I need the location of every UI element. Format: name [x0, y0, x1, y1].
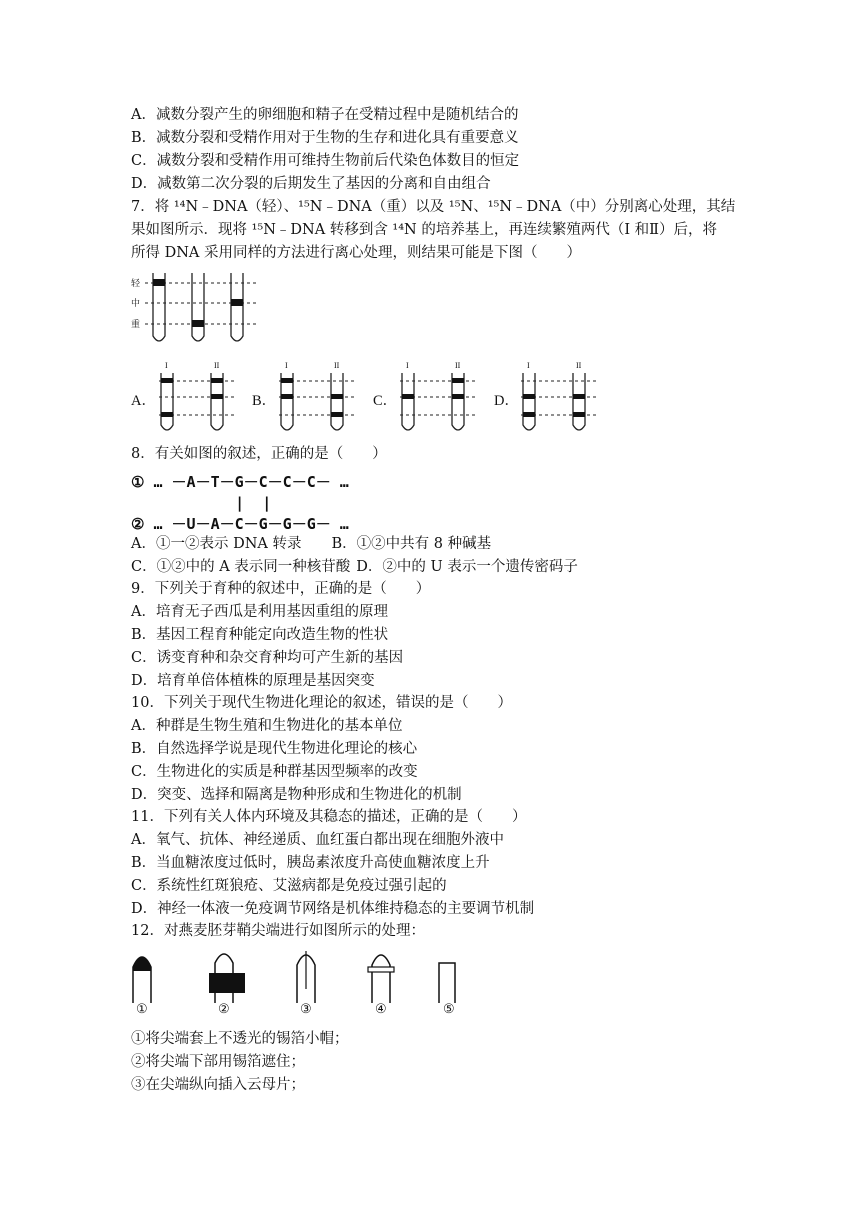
q9-option-d: D．培育单倍体植株的原理是基因突变 — [131, 673, 375, 689]
q8-option-c: C．①②中的 A 表示同一种核苷酸 — [131, 559, 351, 575]
q7-option-d-figure — [517, 361, 602, 439]
q7-option-b-label: B． — [252, 393, 277, 409]
q10-option-b: B．自然选择学说是现代生物进化理论的核心 — [131, 741, 418, 757]
q8-options-row-2 — [131, 556, 578, 578]
q10-option-a: A．种群是生物生殖和生物进化的基本单位 — [131, 718, 403, 734]
q8-strands-figure — [131, 472, 349, 535]
q12-item-1: ①将尖端套上不透光的锡箔小帽； — [131, 1031, 349, 1047]
q7-option-d-label: D． — [494, 393, 519, 409]
q12-item-2: ②将尖端下部用锡箔遮住； — [131, 1054, 305, 1070]
q8-strand-2-label: ② — [131, 515, 145, 533]
q8-strand-1: … －A－T－G－C－C－C－ … — [153, 473, 349, 491]
q9-option-a: A．培育无子西瓜是利用基因重组的原理 — [131, 604, 388, 620]
q7-option-c-tube-label-i: I — [406, 361, 409, 370]
q7-option-a-label: A． — [131, 393, 156, 409]
q9-option-b: B．基因工程育种能定向改造生物的性状 — [131, 627, 389, 643]
q8-stem: 8．有关如图的叙述，正确的是（ ） — [131, 446, 387, 462]
q7-option-b-tube-label-ii: II — [334, 361, 340, 370]
q12-coleoptile-4 — [368, 955, 394, 1003]
q12-item-3: ③在尖端纵向插入云母片； — [131, 1077, 305, 1093]
q7-option-d-tube-label-i: I — [527, 361, 530, 370]
q6-option-b: B．减数分裂和受精作用对于生物的生存和进化具有重要意义 — [131, 130, 519, 146]
q12-figure-label-4: ④ — [375, 1001, 387, 1016]
q7-option-c-tube-label-ii: II — [455, 361, 461, 370]
q7-ref-label-medium: 中 — [131, 298, 141, 308]
q7-option-a-tube-label-i: I — [165, 361, 168, 370]
q7-stem-line-2: 果如图所示．现将 ¹⁵N﹣DNA 转移到含 ¹⁴N 的培养基上，再连续繁殖两代（I 和Ⅱ）后，将 — [131, 222, 718, 238]
q8-options-row-1 — [131, 533, 491, 555]
q7-ref-band-light — [153, 279, 165, 286]
q12-stem: 12．对燕麦胚芽鞘尖端进行如图所示的处理： — [131, 923, 425, 939]
q8-option-b: B．①②中共有 8 种碱基 — [331, 536, 492, 552]
q6-option-a: A．减数分裂产生的卵细胞和精子在受精过程中是随机结合的 — [131, 107, 519, 123]
q7-stem-line-1: 7．将 ¹⁴N﹣DNA（轻）、¹⁵N﹣DNA（重）以及 ¹⁵N、¹⁵N﹣DNA（中）分别离心处理，其结 — [131, 199, 736, 215]
q11-stem: 11．下列有关人体内环境及其稳态的描述，正确的是（ ） — [131, 809, 527, 825]
q12-coleoptile-5 — [439, 963, 455, 1003]
q12-coleoptile-figure — [125, 945, 470, 1023]
q10-option-d: D．突变、选择和隔离是物种形成和生物进化的机制 — [131, 787, 462, 803]
q7-reference-tubes-figure — [131, 270, 261, 350]
q10-stem: 10．下列关于现代生物进化理论的叙述，错误的是（ ） — [131, 695, 512, 711]
q7-option-b-tube-label-i: I — [285, 361, 288, 370]
q10-option-c: C．生物进化的实质是种群基因型频率的改变 — [131, 764, 418, 780]
q12-coleoptile-2 — [209, 954, 245, 1003]
q7-option-c-label: C． — [373, 393, 398, 409]
q8-strand-2: … －U－A－C－G－G－G－ … — [153, 515, 349, 533]
q9-option-c: C．诱变育种和杂交育种均可产生新的基因 — [131, 650, 404, 666]
q7-option-a-tube-label-ii: II — [214, 361, 220, 370]
q11-option-c: C．系统性红斑狼疮、艾滋病都是免疫过强引起的 — [131, 878, 447, 894]
q7-stem-line-3: 所得 DNA 采用同样的方法进行离心处理，则结果可能是下图（ ） — [131, 245, 582, 261]
q7-ref-label-light: 轻 — [131, 278, 141, 288]
q11-option-d: D．神经一体液一免疫调节网络是机体维持稳态的主要调节机制 — [131, 901, 535, 917]
q7-ref-band-medium — [231, 299, 243, 306]
q8-base-pair-lines: | | — [199, 494, 272, 512]
q12-coleoptile-1 — [133, 957, 151, 1003]
q7-ref-label-heavy: 重 — [131, 319, 141, 329]
q7-option-d-tube-label-ii: II — [576, 361, 582, 370]
q12-figure-label-3: ③ — [300, 1001, 312, 1016]
q7-option-c-figure — [396, 361, 481, 439]
q8-option-d: D．②中的 U 表示一个遗传密码子 — [356, 559, 578, 575]
q12-coleoptile-3 — [297, 951, 315, 1003]
q6-option-d: D．减数第二次分裂的后期发生了基因的分离和自由组合 — [131, 176, 491, 192]
q12-figure-label-5: ⑤ — [443, 1001, 455, 1016]
q7-option-a-figure — [155, 361, 240, 439]
q6-option-c: C．减数分裂和受精作用可维持生物前后代染色体数目的恒定 — [131, 153, 520, 169]
q11-option-b: B．当血糖浓度过低时，胰岛素浓度升高使血糖浓度上升 — [131, 855, 490, 871]
q8-option-a: A．①一②表示 DNA 转录 — [131, 536, 302, 552]
q12-figure-label-2: ② — [218, 1001, 230, 1016]
q12-figure-label-1: ① — [136, 1001, 148, 1016]
q11-option-a: A．氧气、抗体、神经递质、血红蛋白都出现在细胞外液中 — [131, 832, 504, 848]
q9-stem: 9．下列关于育种的叙述中，正确的是（ ） — [131, 581, 431, 597]
q8-strand-1-label: ① — [131, 473, 145, 491]
q7-option-b-figure — [275, 361, 360, 439]
q7-ref-band-heavy — [192, 320, 204, 327]
